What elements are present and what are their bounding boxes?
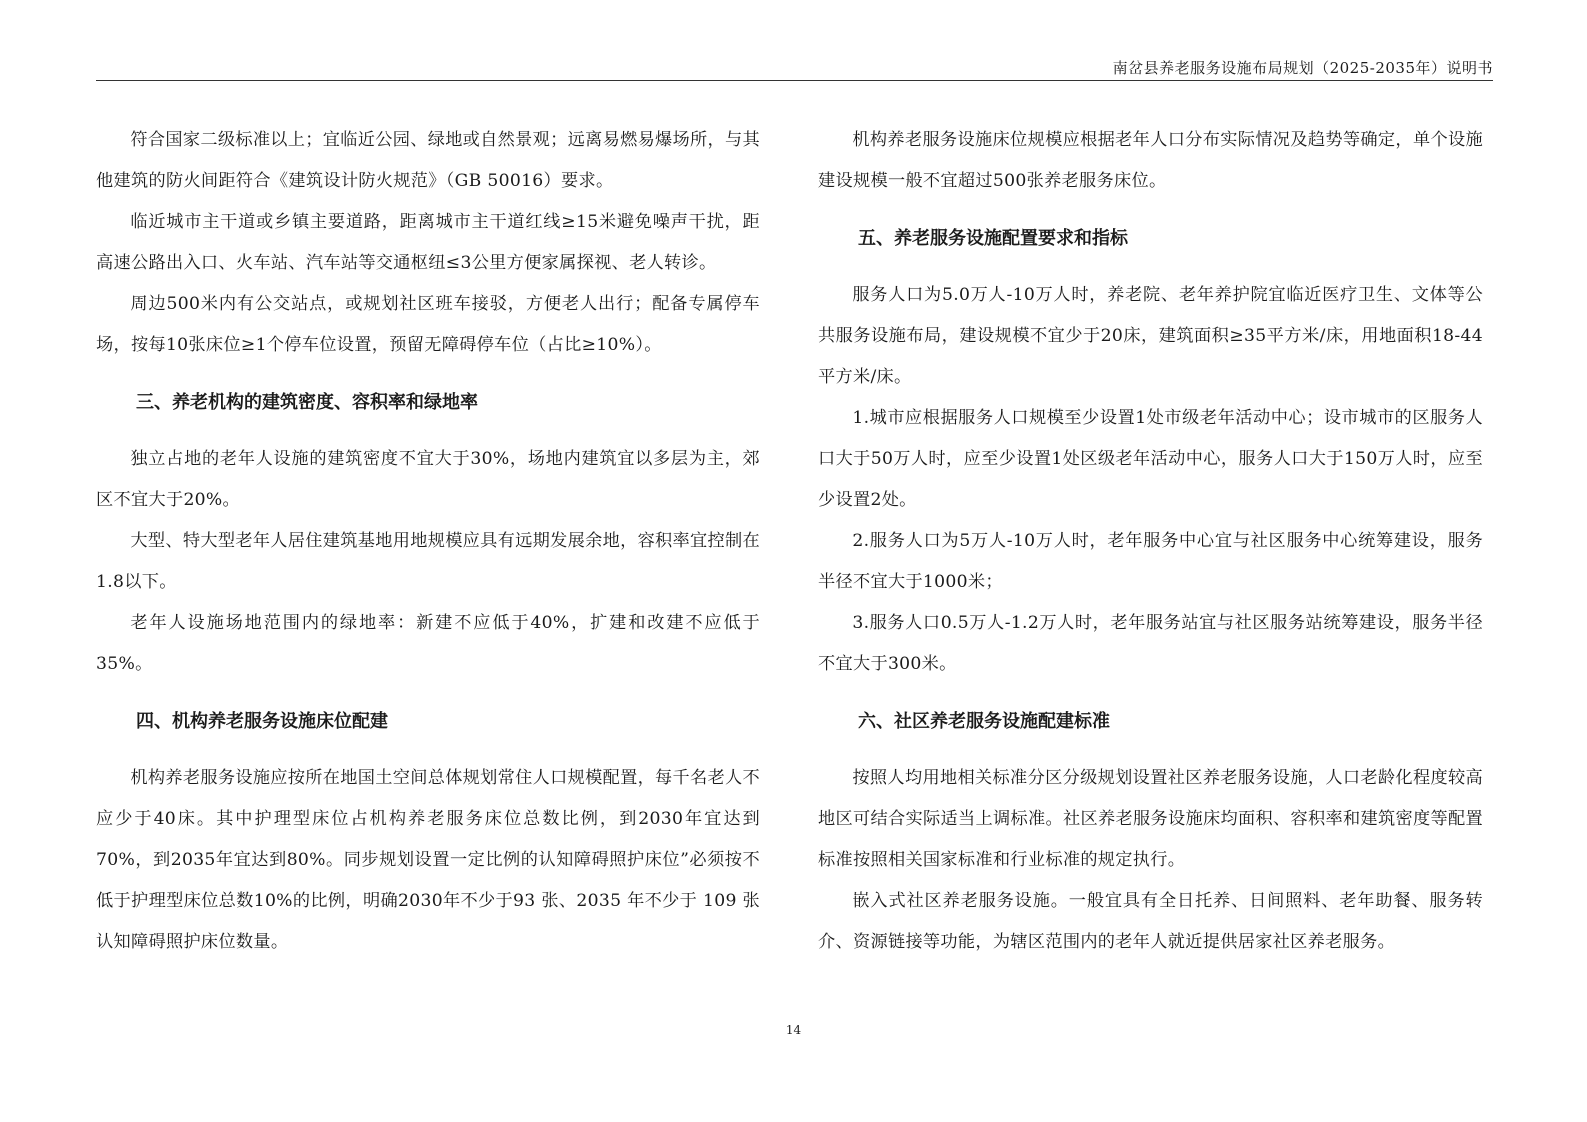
spacer — [818, 734, 1483, 758]
spacer — [96, 366, 760, 391]
section-heading-3: 三、养老机构的建筑密度、容积率和绿地率 — [136, 392, 478, 413]
left-column — [96, 120, 760, 963]
page-header — [96, 58, 1493, 81]
paragraph: 1.城市应根据服务人口规模至少设置1处市级老年活动中心；设市城市的区服务人口大于50万人时，应至少设置1处区级老年活动中心，服务人口大于150万人时，应至少设置2处。 — [818, 408, 1483, 510]
paragraph: 3.服务人口0.5万人-1.2万人时，老年服务站宜与社区服务站统筹建设，服务半径不宜大于300米。 — [818, 613, 1483, 674]
paragraph: 独立占地的老年人设施的建筑密度不宜大于30%，场地内建筑宜以多层为主，郊区不宜大于20%。 — [96, 449, 760, 510]
paragraph: 嵌入式社区养老服务设施。一般宜具有全日托养、日间照料、老年助餐、服务转介、资源链接等功能，为辖区范围内的老年人就近提供居家社区养老服务。 — [818, 891, 1483, 952]
spacer — [96, 685, 760, 710]
paragraph: 周边500米内有公交站点，或规划社区班车接驳，方便老人出行；配备专属停车场，按每10张床位≥1个停车位设置，预留无障碍停车位（占比≥10%）。 — [96, 294, 760, 355]
document-title: 南岔县养老服务设施布局规划（2025-2035年）说明书 — [1112, 59, 1493, 77]
paragraph: 老年人设施场地范围内的绿地率：新建不应低于40%，扩建和改建不应低于35%。 — [96, 613, 760, 674]
paragraph: 服务人口为5.0万人-10万人时，养老院、老年养护院宜临近医疗卫生、文体等公共服务设施布局，建设规模不宜少于20床，建筑面积≥35平方米/床，用地面积18-44平方米/床。 — [818, 285, 1483, 387]
section-heading-5: 五、养老服务设施配置要求和指标 — [858, 228, 1128, 249]
spacer — [818, 202, 1483, 227]
paragraph: 按照人均用地相关标准分区分级规划设置社区养老服务设施，人口老龄化程度较高地区可结合实际适当上调标准。社区养老服务设施床均面积、容积率和建筑密度等配置标准按照相关国家标准和行业标准的规定执行。 — [818, 768, 1483, 870]
section-heading-6: 六、社区养老服务设施配建标准 — [858, 711, 1110, 732]
paragraph: 临近城市主干道或乡镇主要道路，距离城市主干道红线≥15米避免噪声干扰，距高速公路出入口、火车站、汽车站等交通枢纽≤3公里方便家属探视、老人转诊。 — [96, 212, 760, 273]
paragraph: 机构养老服务设施应按所在地国土空间总体规划常住人口规模配置，每千名老人不应少于40床。其中护理型床位占机构养老服务床位总数比例，到2030年宜达到70%，到2035年宜达到80%。同步规划设置一定比例的认知障碍照护床位”必须按不低于护理型床位总数10%的比例，明确2030年不少于93 张、2035 年不少于 109 张认知障碍照护床位数量。 — [96, 768, 760, 952]
page-number: 14 — [785, 1023, 802, 1037]
paragraph: 大型、特大型老年人居住建筑基地用地规模应具有远期发展余地，容积率宜控制在1.8以下。 — [96, 531, 760, 592]
spacer — [96, 415, 760, 439]
spacer — [818, 685, 1483, 710]
paragraph: 2.服务人口为5万人-10万人时，老年服务中心宜与社区服务中心统筹建设，服务半径不宜大于1000米； — [818, 531, 1483, 592]
right-column — [818, 120, 1483, 963]
paragraph: 符合国家二级标准以上；宜临近公园、绿地或自然景观；远离易燃易爆场所，与其他建筑的防火间距符合《建筑设计防火规范》（GB 50016）要求。 — [96, 130, 760, 191]
section-heading-4: 四、机构养老服务设施床位配建 — [136, 711, 388, 732]
spacer — [96, 734, 760, 758]
spacer — [818, 251, 1483, 275]
paragraph: 机构养老服务设施床位规模应根据老年人口分布实际情况及趋势等确定，单个设施建设规模一般不宜超过500张养老服务床位。 — [818, 130, 1483, 191]
